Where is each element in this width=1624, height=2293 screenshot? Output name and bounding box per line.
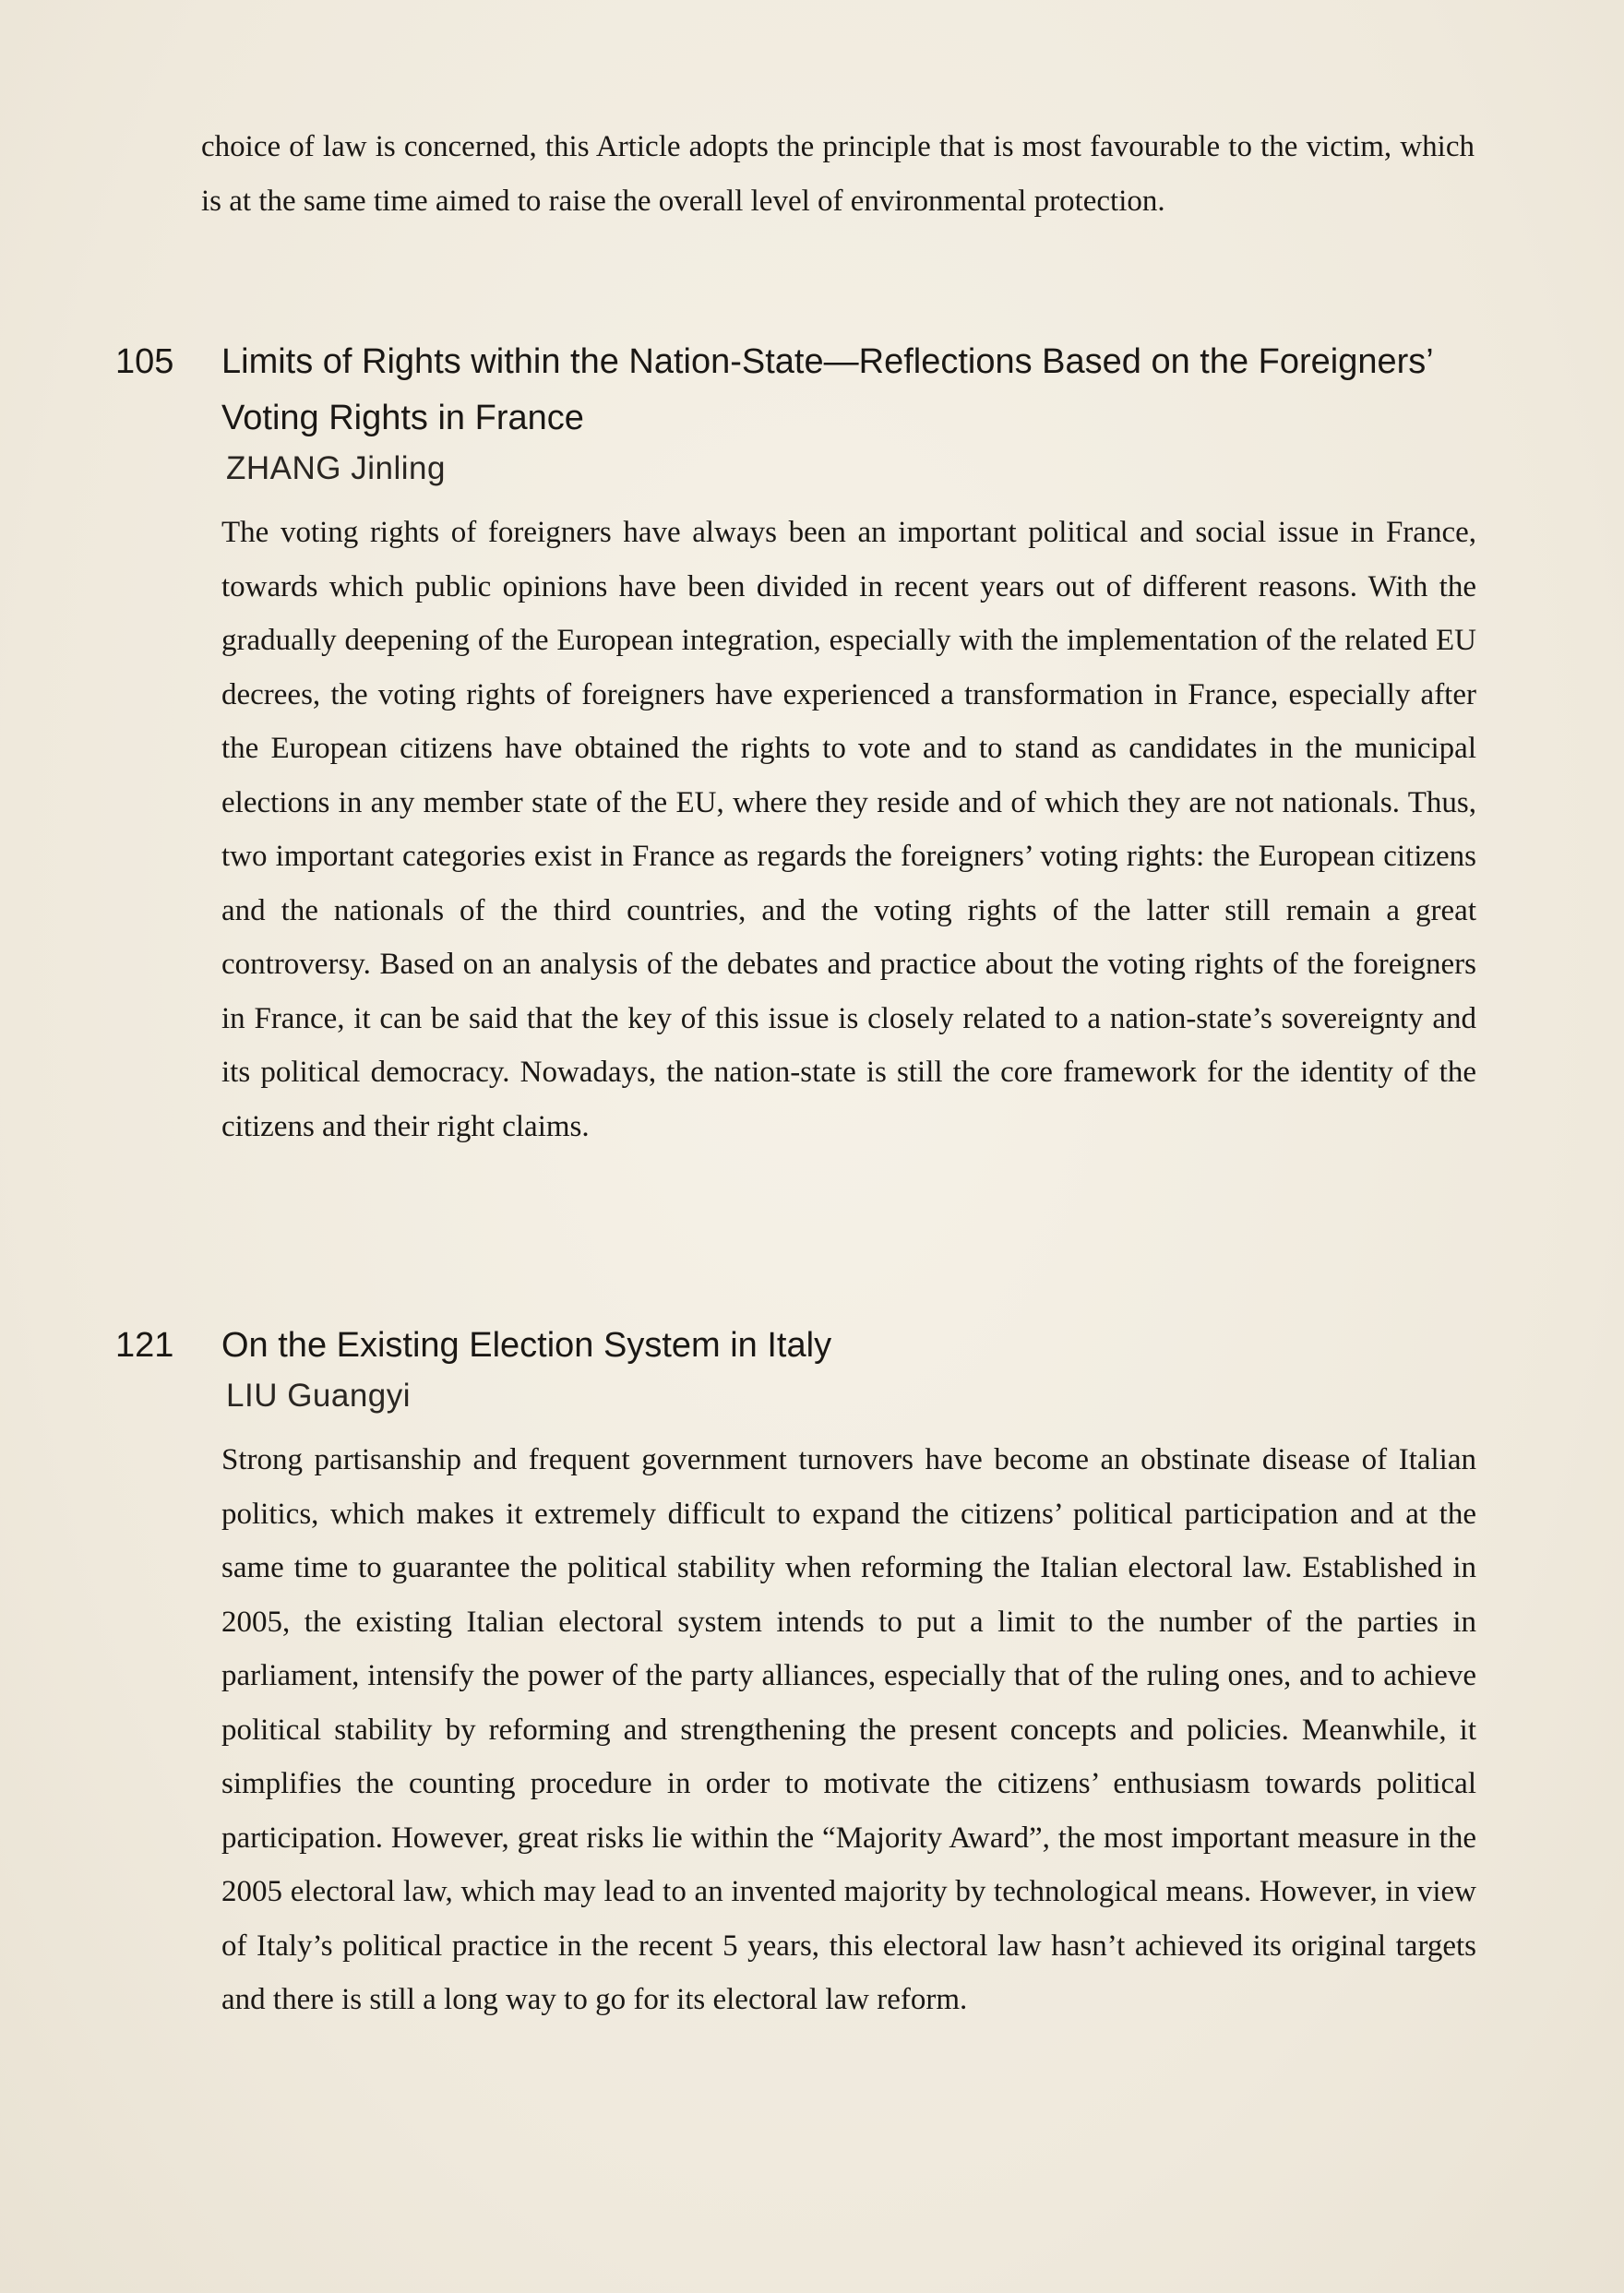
entry-121-heading (115, 1318, 1476, 1373)
entry-abstract: The voting rights of foreigners have always been an important political and social issue in France, towards which public opinions have been divided in recent years out of different reasons. With the gradually deepening of the European integration, especially with the implementation of the related EU decrees, the voting rights of foreigners have experienced a transformation in France, especially after the European citizens have obtained the rights to vote and to stand as candidates in the municipal elections in any member state of the EU, where they reside and of which they are not nationals. Thus, two important categories exist in France as regards the foreigners’ voting rights: the European citizens and the nationals of the third countries, and the voting rights of the latter still remain a great controversy. Based on an analysis of the debates and practice about the voting rights of the foreigners in France, it can be said that the key of this issue is closely related to a nation-state’s sovereignty and its political democracy. Nowadays, the nation-state is still the core framework for the identity of the citizens and their right claims. (221, 516, 1476, 1143)
entry-title: Limits of Rights within the Nation-State—Reflections Based on the Foreigners’ Voting Rights in France (221, 342, 1433, 437)
entry-number: 121 (115, 1326, 174, 1365)
intro-paragraph: choice of law is concerned, this Article adopts the principle that is most favourable to the victim, which is at the same time aimed to raise the overall level of environmental protection. (201, 130, 1475, 218)
entry-105-heading (115, 334, 1476, 445)
entry-number: 105 (115, 342, 174, 381)
entry-author: ZHANG Jinling (226, 450, 446, 486)
entry-author: LIU Guangyi (226, 1378, 412, 1414)
entry-abstract: Strong partisanship and frequent government turnovers have become an obstinate disease of Italian politics, which makes it extremely difficult to expand the citizens’ political participation and at the same time to guarantee the political stability when reforming the Italian electoral law. Established in 2005, the existing Italian electoral system intends to put a limit to the number of the parties in parliament, intensify the power of the party alliances, especially that of the ruling ones, and to achieve political stability by reforming and strengthening the present concepts and policies. Meanwhile, it simplifies the counting procedure in order to motivate the citizens’ enthusiasm towards political participation. However, great risks lie within the “Majority Award”, the most important measure in the 2005 electoral law, which may lead to an invented majority by technological means. However, in view of Italy’s political practice in the recent 5 years, this electoral law hasn’t achieved its original targets and there is still a long way to go for its electoral law reform. (221, 1443, 1476, 2016)
entry-title: On the Existing Election System in Italy (221, 1326, 832, 1365)
